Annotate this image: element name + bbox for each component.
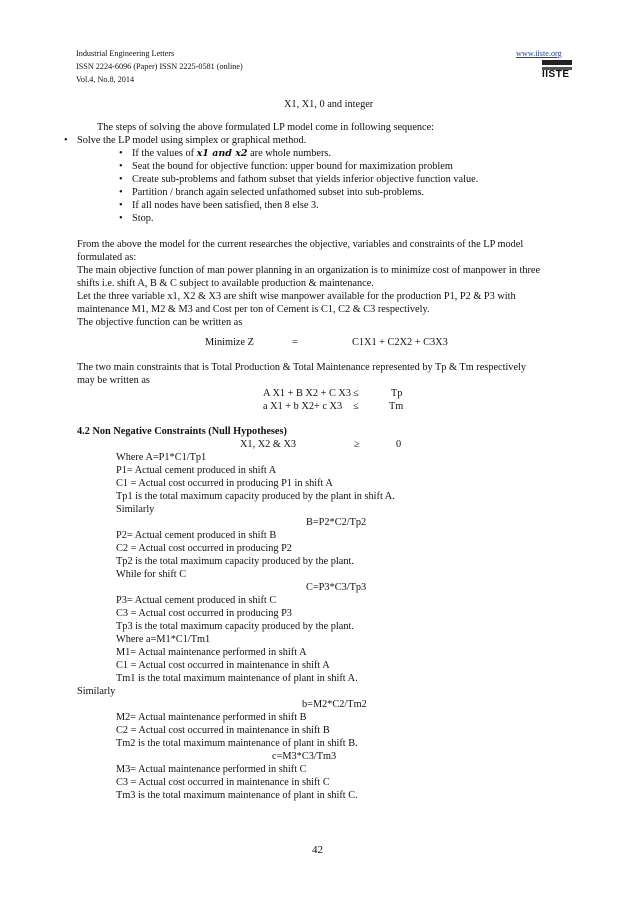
- bullet-solve-lp: • Solve the LP model using simplex or graphical method.: [77, 134, 306, 147]
- similarly-1: Similarly: [116, 504, 155, 515]
- para-model-2: formulated as:: [77, 252, 137, 263]
- def-Tm2: Tm2 is the total maximum maintenance of plant in shift B.: [116, 738, 358, 749]
- def-A: Where A=P1*C1/Tp1: [116, 452, 207, 463]
- step-stop: • Stop.: [132, 212, 153, 225]
- step-seat-bound: • Seat the bound for objective function: upper bound for maximization problem: [132, 160, 453, 173]
- def-C3: C3 = Actual cost occurred in producing P3: [116, 608, 292, 619]
- def-C1: C1 = Actual cost occurred in producing P1 in shift A: [116, 478, 333, 489]
- integer-constraint: X1, X1, 0 and integer: [284, 99, 374, 110]
- def-c: c=M3*C3/Tm3: [272, 751, 337, 762]
- def-Tp1: Tp1 is the total maximum capacity produced by the plant in shift A.: [116, 491, 395, 502]
- para-variables-1: Let the three variable x1, X2 & X3 are shift wise manpower available for the production P1, P2 & P3 with: [77, 291, 516, 302]
- production-constraint-rhs: Tp: [391, 388, 403, 399]
- nonneg-rhs: 0: [396, 439, 402, 450]
- step-whole-numbers-pre: If the values of: [132, 148, 195, 159]
- para-variables-2: maintenance M1, M2 & M3 and Cost per ton of Cement is C1, C2 & C3 respectively.: [77, 304, 430, 315]
- def-P2: P2= Actual cement produced in shift B: [116, 530, 277, 541]
- similarly-2: Similarly: [77, 686, 116, 697]
- page-number: 42: [312, 844, 323, 856]
- constraints-intro-1: The two main constraints that is Total Production & Total Maintenance represented by Tp & Tm respectively: [77, 362, 527, 373]
- def-C3-maint: C3 = Actual cost occurred in maintenance in shift C: [116, 777, 330, 788]
- steps-intro: The steps of solving the above formulated LP model come in following sequence:: [97, 122, 435, 133]
- para-objective-2: shifts i.e. shift A, B & C subject to available production & maintenance.: [77, 278, 374, 289]
- while-shift-c: While for shift C: [116, 569, 187, 580]
- step-whole-numbers-post: are whole numbers.: [250, 148, 331, 159]
- def-a: Where a=M1*C1/Tm1: [116, 634, 211, 645]
- def-Tp3: Tp3 is the total maximum capacity produced by the plant.: [116, 621, 354, 632]
- def-B: B=P2*C2/Tp2: [306, 517, 367, 528]
- logo-text: IISTE: [542, 69, 570, 80]
- def-P3: P3= Actual cement produced in shift C: [116, 595, 277, 606]
- maintenance-constraint-rhs: Tm: [389, 401, 404, 412]
- math-x1-x2: x1 and x2: [196, 148, 248, 159]
- step-if-all-nodes: • If all nodes have been satisfied, then 8 else 3.: [132, 199, 319, 212]
- section-heading: 4.2 Non Negative Constraints (Null Hypotheses): [77, 426, 287, 437]
- step-whole-numbers: [132, 147, 331, 160]
- minimize-label: Minimize Z: [205, 337, 254, 348]
- def-C2-maint: C2 = Actual cost occurred in maintenance in shift B: [116, 725, 330, 736]
- def-C: C=P3*C3/Tp3: [306, 582, 367, 593]
- minimize-expression: C1X1 + C2X2 + C3X3: [352, 337, 448, 348]
- journal-url-link[interactable]: www.iiste.org: [516, 49, 562, 58]
- maintenance-constraint-op: ≤: [353, 401, 359, 412]
- journal-title: Industrial Engineering Letters: [76, 49, 175, 58]
- def-b: b=M2*C2/Tm2: [302, 699, 367, 710]
- iiste-logo: [540, 58, 574, 80]
- def-Tp2: Tp2 is the total maximum capacity produced by the plant.: [116, 556, 354, 567]
- issn-line: ISSN 2224-6096 (Paper) ISSN 2225-0581 (online): [76, 62, 243, 71]
- nonneg-op: ≥: [354, 439, 360, 450]
- maintenance-constraint-lhs: a X1 + b X2+ c X3: [263, 401, 343, 412]
- para-objective-1: The main objective function of man power planning in an organization is to minimize cost of manpower in three: [77, 265, 541, 276]
- production-constraint-lhs: A X1 + B X2 + C X3: [263, 388, 351, 399]
- def-M3: M3= Actual maintenance performed in shift C: [116, 764, 307, 775]
- step-partition: • Partition / branch again selected unfathomed subset into sub-problems.: [132, 186, 424, 199]
- def-C1-maint: C1 = Actual cost occurred in maintenance in shift A: [116, 660, 330, 671]
- minimize-equals: =: [292, 337, 298, 348]
- objective-intro: The objective function can be written as: [77, 317, 243, 328]
- volume-line: Vol.4, No.8, 2014: [76, 75, 135, 84]
- def-C2: C2 = Actual cost occurred in producing P2: [116, 543, 292, 554]
- production-constraint-op: ≤: [353, 388, 359, 399]
- constraints-intro-2: may be written as: [77, 375, 150, 386]
- def-P1: P1= Actual cement produced in shift A: [116, 465, 277, 476]
- para-model-1: From the above the model for the current researches the objective, variables and constraints of the LP model: [77, 239, 524, 250]
- step-create-subproblems: • Create sub-problems and fathom subset that yields inferior objective function value.: [132, 173, 478, 186]
- nonneg-lhs: X1, X2 & X3: [240, 439, 297, 450]
- def-M1: M1= Actual maintenance performed in shift A: [116, 647, 307, 658]
- def-Tm1: Tm1 is the total maximum maintenance of plant in shift A.: [116, 673, 358, 684]
- def-M2: M2= Actual maintenance performed in shift B: [116, 712, 307, 723]
- def-Tm3: Tm3 is the total maximum maintenance of plant in shift C.: [116, 790, 358, 801]
